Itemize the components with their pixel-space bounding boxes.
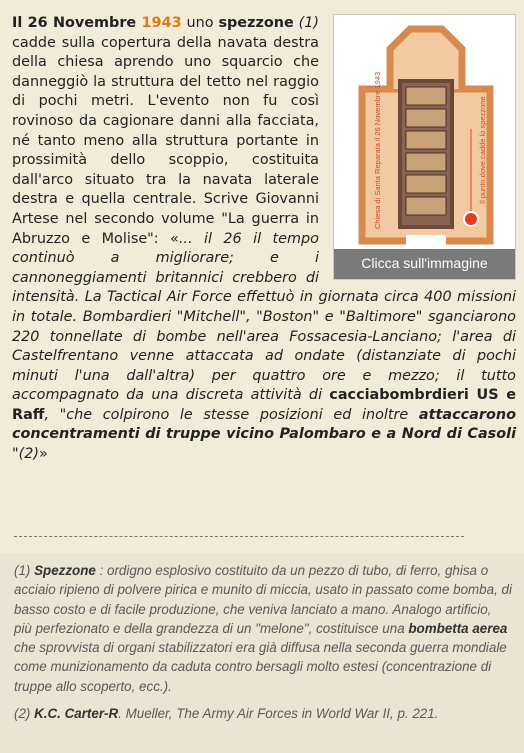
footnote-1-term: Spezzone xyxy=(34,563,96,578)
quote-closing: » xyxy=(39,446,48,463)
intro-suffix: uno xyxy=(181,15,219,31)
quote-bold-1: cacciabombrdieri US e Raff xyxy=(12,387,516,423)
body-text: cadde sulla copertura della navata destra della chiesa aprendo uno squarcio che danneggiò la struttura del tetto nel raggio di pochi metri. L'evento non fu così rovinoso da cagionare danni alla facciata, né tanto meno alla struttura portante in prossimità dello scoppio, costituita dall'arco situato tra la navata laterale destra e quella centrale. Scrive Giovanni Artese nel secondo volume "La guerra in Abruzzo e Molise": « xyxy=(12,34,319,247)
footnote-2-author: K.C. Carter-R xyxy=(34,706,119,722)
quote-part-2: , "che colpirono le stesse posizioni ed inoltre xyxy=(44,406,419,423)
impact-point-marker xyxy=(464,212,478,226)
quote-bold-2: attaccarono concentramenti di truppe vicino Palombaro e a Nord di Casoli xyxy=(12,406,516,443)
quote-part-1: ... il 26 il tempo continuò a migliorare; e i cannoneggiamenti britannici crebbero di intensità. La Tactical Air Force effettuò in giornata circa 400 missioni in totale. Bombardieri "Mitchell", "Boston" e "Baltimore" sganciarono 220 tonnellate di bombe nell'area Fossacesia-Lanciano; l'area di Castelfrentano venne attaccata ad ondate (distanziate di pochi minuti l'una dall'altra) per quattro ore e mezzo; il tutto accompagnato da una discreta attività di xyxy=(12,230,516,404)
article-text xyxy=(12,14,516,465)
footnotes xyxy=(0,553,524,753)
footnote-1-term-2: bombetta aerea xyxy=(408,620,508,636)
footnote-2-prefix: (2) xyxy=(14,706,35,722)
quote-part-3: "(2) xyxy=(12,446,40,463)
footnote-1 xyxy=(14,561,512,696)
figure-caption[interactable]: Clicca sull'immagine xyxy=(334,249,515,279)
note-ref-1[interactable]: (1) xyxy=(293,15,319,31)
footnote-2-text: . Mueller, The Army Air Forces in World War II, p. 221. xyxy=(118,706,439,722)
figure-label-left: Chiesa di Santa Reparata il 26 Novembre 1943 xyxy=(373,71,382,229)
figure-label-right: Il punto dove cadde lo spezzone xyxy=(478,96,487,204)
church-floor-plan-image xyxy=(340,19,509,247)
footnote-1-prefix: (1) xyxy=(14,563,35,578)
footnote-2 xyxy=(14,704,512,723)
footnote-1-text-b: che sprovvista di organi stabilizzatori era già diffusa nella seconda guerra mondiale come munizionamento da caduta contro bersagli molto estesi (concentrazione di truppe allo scoperto, ecc.). xyxy=(14,640,507,694)
term-spezzone: spezzone xyxy=(218,15,294,31)
year: 1943 xyxy=(141,15,182,31)
footnote-1-text-a: : ordigno esplosivo costituito da un pezzo di tubo, di ferro, ghisa o acciaio ripieno di polvere pirica e munito di miccia, usato in passato come bomba, di basso costo e di facile produzione, che veniva lanciato a mano. Analogo artificio, più perfezionato e della grandezza di un "melone", costituisce una xyxy=(14,563,512,636)
notes-divider xyxy=(14,536,464,537)
intro-prefix: Il 26 Novembre xyxy=(12,15,142,31)
church-plan-figure[interactable] xyxy=(333,14,516,280)
